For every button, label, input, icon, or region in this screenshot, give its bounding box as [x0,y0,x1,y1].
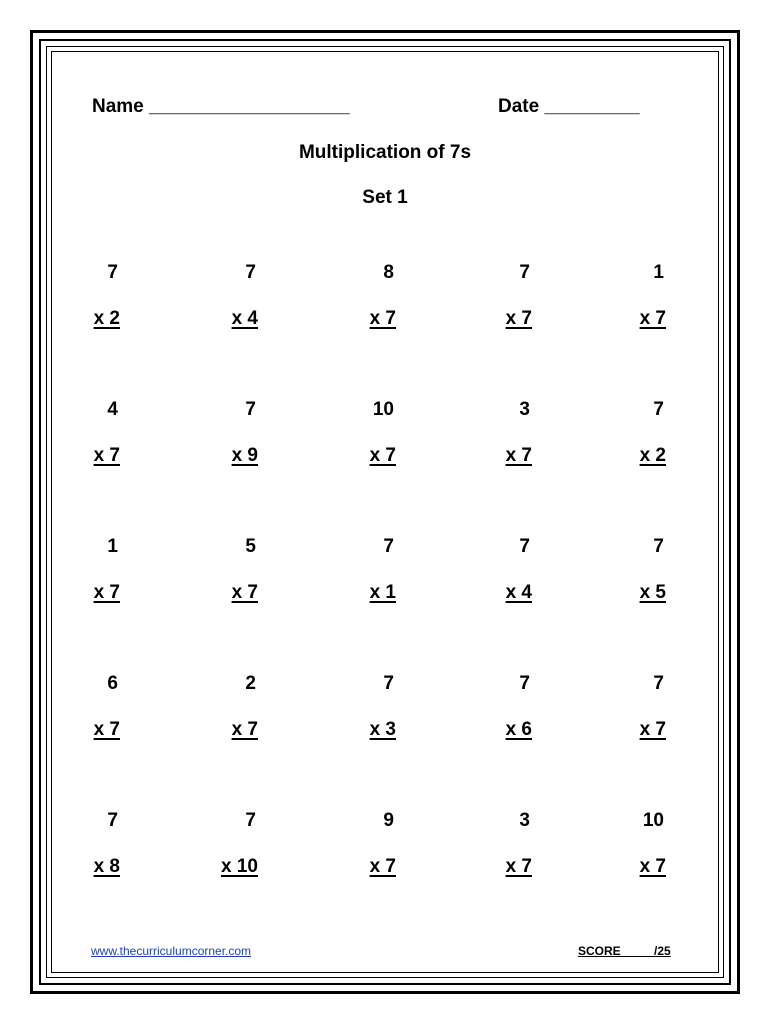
problem-multiplicand: 2 [245,673,256,694]
problem-multiplicand: 7 [653,673,664,694]
problem-multiplier-text: x 7 [639,719,666,740]
name-field-label: Name ___________________ [92,96,350,117]
problem-multiplier [336,582,396,604]
problem-multiplier [198,308,258,330]
problem-multiplier [606,308,666,330]
problem-multiplier-text: x 7 [505,445,532,466]
problem-multiplicand: 7 [107,262,118,283]
worksheet-title: Multiplication of 7s [298,142,472,163]
problem-multiplier-text: x 7 [231,582,258,603]
problem-multiplier-text: x 7 [369,308,396,329]
problem-multiplicand: 10 [372,399,394,420]
problem-multiplier [198,445,258,467]
problem-multiplicand: 1 [653,262,664,283]
problem-multiplicand: 7 [383,536,394,557]
problem-multiplier-text: x 7 [369,856,396,877]
problem-multiplier-text: x 7 [93,445,120,466]
problem-multiplier-text: x 7 [639,856,666,877]
problem-multiplier-text: x 7 [93,719,120,740]
problem-multiplicand: 3 [519,399,530,420]
problem-multiplier [60,445,120,467]
problem-multiplier [60,719,120,741]
problem-multiplier-text: x 7 [369,445,396,466]
problem-multiplier [606,856,666,878]
problem-multiplier [606,719,666,741]
problem-multiplier-text: x 4 [505,582,532,603]
problem-multiplicand: 1 [107,536,118,557]
problem-multiplier-text: x 7 [639,308,666,329]
problem-multiplicand: 8 [383,262,394,283]
problem-multiplicand: 7 [245,810,256,831]
problem-multiplicand: 7 [519,673,530,694]
problem-multiplier-text: x 7 [505,308,532,329]
problem-multiplier [60,308,120,330]
problem-multiplicand: 7 [519,262,530,283]
problem-multiplicand: 7 [653,536,664,557]
problem-multiplier [336,445,396,467]
problem-multiplier [472,582,532,604]
problem-multiplicand: 7 [653,399,664,420]
problem-multiplier-text: x 8 [93,856,120,877]
problem-multiplicand: 7 [245,262,256,283]
problem-multiplier-text: x 9 [231,445,258,466]
problem-multiplicand: 10 [642,810,664,831]
footer-website-link[interactable]: www.thecurriculumcorner.com [91,944,252,958]
problem-multiplier [606,582,666,604]
problem-multiplicand: 6 [107,673,118,694]
problem-multiplier-text: x 7 [231,719,258,740]
problem-multiplicand: 7 [107,810,118,831]
page-border-inner [46,46,724,978]
problem-multiplier [336,719,396,741]
problem-multiplier-text: x 5 [639,582,666,603]
page-border [30,30,740,994]
date-field-label: Date _________ [498,96,640,117]
score-label: SCORE /25 [578,944,671,958]
problem-multiplier [336,856,396,878]
problem-multiplier [336,308,396,330]
problem-multiplier-text: x 2 [93,308,120,329]
problem-multiplier-text: x 7 [505,856,532,877]
problem-multiplier-text: x 7 [93,582,120,603]
problem-multiplier [60,582,120,604]
problem-multiplicand: 3 [519,810,530,831]
problem-multiplicand: 5 [245,536,256,557]
problem-multiplier-text: x 10 [221,856,258,877]
problem-multiplicand: 7 [383,673,394,694]
problem-multiplier [472,308,532,330]
problem-multiplicand: 7 [245,399,256,420]
problem-multiplier [472,856,532,878]
problem-multiplicand: 9 [383,810,394,831]
problem-multiplier-text: x 6 [505,719,532,740]
problem-multiplier [606,445,666,467]
problem-multiplier [198,719,258,741]
problem-multiplier [60,856,120,878]
problem-multiplier-text: x 1 [369,582,396,603]
problem-multiplier-text: x 2 [639,445,666,466]
problem-multiplicand: 7 [519,536,530,557]
page-border-mid [39,39,731,985]
problem-multiplier [198,856,258,878]
problem-multiplier [472,445,532,467]
problem-multiplier-text: x 4 [231,308,258,329]
problem-multiplier [472,719,532,741]
problem-multiplicand: 4 [107,399,118,420]
problem-multiplier [198,582,258,604]
worksheet-set-label: Set 1 [362,187,408,208]
problem-multiplier-text: x 3 [369,719,396,740]
